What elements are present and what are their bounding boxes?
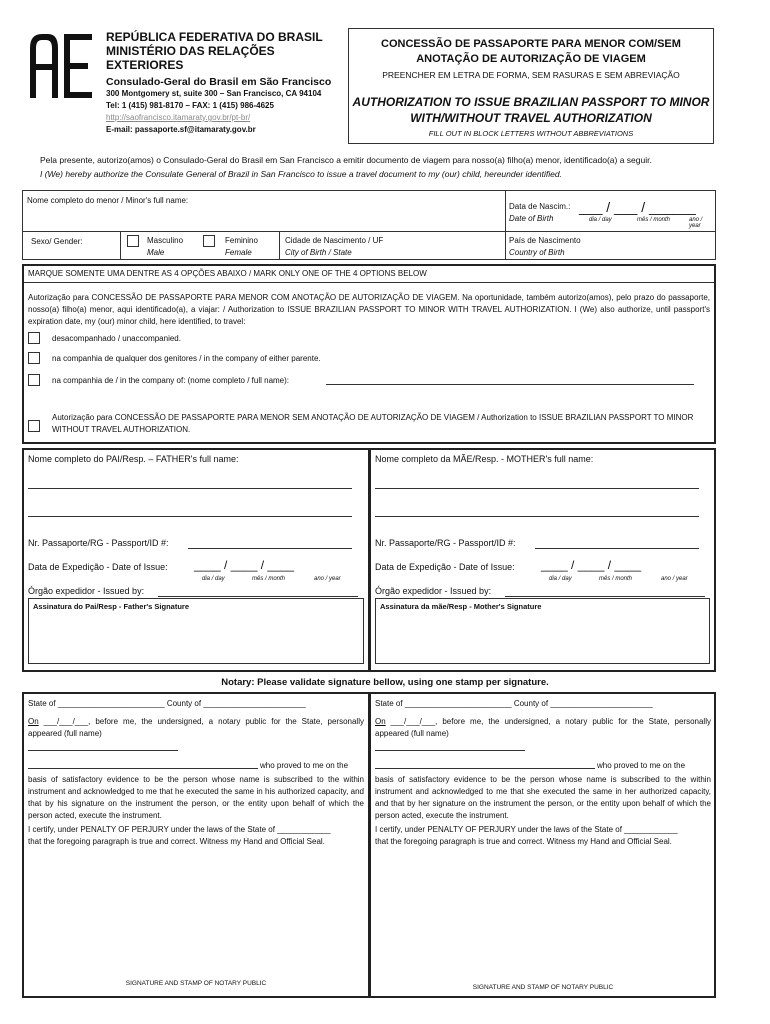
notary-certify-state-field[interactable]: ____________ [277, 825, 331, 834]
mother-passport-label: Nr. Passaporte/RG - Passport/ID #: [375, 538, 516, 548]
notary-body-father: basis of satisfactory evidence to be the person whose name is subscribed to the within instrument and acknowledged to me that he executed the same in his authorized capacity, and that by his signature on the instrument the person, or the entity upon behalf of which the person acted, execute the instrument. [28, 775, 364, 820]
notary-heading: Notary: Please validate signature bellow, using one stamp per signature. [221, 677, 549, 688]
minor-name-field[interactable] [23, 191, 505, 231]
notary-stamp-label: SIGNATURE AND STAMP OF NOTARY PUBLIC [125, 980, 267, 987]
birth-country-label: País de Nascimento [509, 236, 581, 245]
father-passport-label: Nr. Passaporte/RG - Passport/ID #: [28, 538, 169, 548]
month-hint: mês / month [599, 576, 633, 582]
mother-passport-field[interactable] [535, 548, 699, 549]
mother-issued-by-label: Órgão expedidor - Issued by: [375, 586, 492, 596]
either-parent-label: na companhia de qualquer dos genitores / in the company of either parente. [52, 354, 321, 363]
company-of-label: na companhia de / in the company of: (nome completo / full name): [52, 376, 290, 385]
notary-who-proved: who proved to me on the [260, 761, 349, 770]
notary-appeared-name-field-2[interactable] [375, 768, 595, 769]
father-issued-by-field[interactable] [158, 596, 358, 597]
options-heading: MARQUE SOMENTE UMA DENTRE AS 4 OPÇÕES ABAIXO / MARK ONLY ONE OF THE 4 OPTIONS BELOW [28, 269, 427, 278]
notary-who-proved: who proved to me on the [597, 761, 686, 770]
notary-appeared-name-field[interactable] [375, 750, 525, 751]
father-name-field-1[interactable] [28, 488, 352, 489]
year-hint: ano / year [314, 576, 341, 582]
mother-issue-date-field[interactable]: ____ / ____ / ____ [541, 558, 642, 572]
notary-state-field[interactable]: ________________________ [404, 699, 512, 708]
day-hint: dia / day [589, 217, 612, 223]
consulate-website-link[interactable]: http://saofrancisco.itamaraty.gov.br/pt-br/ [106, 113, 251, 122]
consulate-logo [28, 30, 94, 100]
notary-on-label: On [28, 717, 39, 726]
mother-signature-box[interactable] [375, 598, 710, 664]
divider [23, 231, 715, 232]
company-of-name-field[interactable] [326, 384, 694, 385]
father-name-field-2[interactable] [28, 516, 352, 517]
father-signature-box[interactable] [28, 598, 364, 664]
gender-label: Sexo/ Gender: [31, 237, 83, 246]
male-label-en: Male [147, 248, 165, 257]
mother-issue-date-label: Data de Expedição - Date of Issue: [375, 562, 515, 572]
notary-on-label: On [375, 717, 386, 726]
mother-name-field-1[interactable] [375, 488, 699, 489]
mother-name-label: Nome completo da MÃE/Resp. - MOTHER's full name: [375, 454, 594, 464]
without-authorization-text: Autorização para CONCESSÃO DE PASSAPORTE PARA MENOR SEM ANOTAÇÃO DE AUTORIZAÇÃO DE VIAGEM / Authorization to ISSUE BRAZILIAN PASSPORT TO MINOR WITHOUT TRAVEL AUTHORIZATION. [52, 413, 694, 434]
father-passport-field[interactable] [188, 548, 352, 549]
consulate-header [106, 30, 346, 136]
either-parent-checkbox[interactable] [28, 352, 40, 364]
day-hint: dia / day [549, 576, 572, 582]
notary-father-section [22, 692, 370, 998]
month-hint: mês / month [637, 217, 671, 223]
minor-name-label: Nome completo do menor / Minor's full name: [27, 196, 189, 205]
consulate-address: 300 Montgomery st, suite 300 – San Francisco, CA 94104 [106, 89, 322, 98]
father-issue-date-field[interactable]: ____ / ____ / ____ [194, 558, 295, 572]
birth-city-label-en: City of Birth / State [285, 248, 352, 257]
country-name: REPÚBLICA FEDERATIVA DO BRASIL [106, 30, 323, 44]
intro-pt: Pela presente, autorizo(amos) o Consulado-Geral do Brasil em San Francisco a emitir documento de viagem para nosso(a) filho(a) menor, identificado(a) a seguir. [40, 155, 652, 165]
birth-date-label: Data de Nascim.: [509, 202, 571, 211]
divider [279, 231, 280, 259]
consulate-name: Consulado-Geral do Brasil em São Francisco [106, 76, 332, 88]
consulate-email: E-mail: passaporte.sf@itamaraty.gov.br [106, 125, 256, 134]
notary-foregoing-text: that the foregoing paragraph is true and correct. Witness my Hand and Official Seal. [28, 837, 325, 846]
notary-state-label: State of [28, 699, 56, 708]
notary-county-field[interactable]: _______________________ [203, 699, 306, 708]
notary-county-field[interactable]: _______________________ [550, 699, 653, 708]
instructions-pt: PREENCHER EM LETRA DE FORMA, SEM RASURAS E SEM ABREVIAÇÃO [382, 70, 680, 80]
notary-certify-text: I certify, under PENALTY OF PERJURY under the laws of the State of [28, 825, 275, 834]
birth-country-label-en: Country of Birth [509, 248, 565, 257]
notary-certify-state-field[interactable]: ____________ [624, 825, 678, 834]
mother-name-field-2[interactable] [375, 516, 699, 517]
form-title-box [348, 28, 714, 144]
birth-date-label-en: Date of Birth [509, 214, 554, 223]
intro-text [40, 153, 740, 181]
notary-date-field[interactable]: ___/___/___ [390, 717, 436, 726]
birth-city-label: Cidade de Nascimento / UF [285, 236, 384, 245]
mother-section [369, 448, 716, 672]
notary-date-field[interactable]: ___/___/___ [43, 717, 89, 726]
gender-label-cell [23, 231, 121, 259]
notary-stamp-label: SIGNATURE AND STAMP OF NOTARY PUBLIC [472, 984, 614, 991]
notary-foregoing-text: that the foregoing paragraph is true and correct. Witness my Hand and Official Seal. [375, 837, 672, 846]
father-section [22, 448, 370, 672]
divider [505, 191, 506, 259]
mother-signature-label: Assinatura da mãe/Resp - Mother's Signature [380, 602, 542, 611]
notary-body-mother: basis of satisfactory evidence to be the person whose name is subscribed to the within instrument and acknowledged to me that she executed the same in her authorized capacity, and that by her signature on the instrument the person, or the entity upon behalf of which the person acted, execute the instrument. [375, 775, 711, 820]
male-label: Masculino [147, 236, 184, 245]
notary-certify-text: I certify, under PENALTY OF PERJURY under the laws of the State of [375, 825, 622, 834]
father-name-label: Nome completo do PAI/Resp. – FATHER's full name: [28, 454, 239, 464]
company-of-checkbox[interactable] [28, 374, 40, 386]
notary-appeared-name-field[interactable] [28, 750, 178, 751]
instructions-en: FILL OUT IN BLOCK LETTERS WITHOUT ABBREVIATIONS [428, 129, 634, 138]
mother-issued-by-field[interactable] [505, 596, 705, 597]
month-hint: mês / month [252, 576, 286, 582]
consulate-phone: Tel: 1 (415) 981-8170 – FAX: 1 (415) 986-4625 [106, 101, 274, 110]
minor-info-section [22, 190, 716, 260]
ministry-name: MINISTÉRIO DAS RELAÇÕES EXTERIORES [106, 44, 275, 72]
divider [24, 282, 714, 283]
without-authorization-checkbox[interactable] [28, 420, 40, 432]
birth-date-field[interactable]: ___ / ___ / ______ [579, 199, 696, 215]
year-hint: ano / year [661, 576, 688, 582]
father-signature-label: Assinatura do Pai/Resp - Father's Signature [33, 602, 189, 611]
title-pt: CONCESSÃO DE PASSAPORTE PARA MENOR COM/SEM ANOTAÇÃO DE AUTORIZAÇÃO DE VIAGEM [381, 38, 681, 65]
notary-county-label: County of [513, 699, 549, 708]
day-hint: dia / day [202, 576, 225, 582]
notary-mother-section [369, 692, 716, 998]
notary-before-me-text: , before me, the undersigned, a notary public for the State, personally appeared (full name) [28, 717, 364, 738]
male-checkbox[interactable] [127, 235, 139, 247]
notary-state-field[interactable]: ________________________ [57, 699, 165, 708]
title-en: AUTHORIZATION TO ISSUE BRAZILIAN PASSPORT TO MINOR WITH/WITHOUT TRAVEL AUTHORIZATION [352, 95, 710, 125]
with-authorization-text: Autorização para CONCESSÃO DE PASSAPORTE PARA MENOR COM ANOTAÇÃO DE AUTORIZAÇÃO DE VIAGEM. Na oportunidade, também autorizo(amos), pelo prazo do passaporte, nosso(a) filho(a) menor, aqui identificado(a), a viajar: / Authorization to ISSUE BRAZILIAN PASSPORT TO MINOR WITH TRAVEL AUTHORIZATION. I (We) also authorize, until passport's expiration date, my (our) minor child, here identified, to travel: [28, 293, 710, 326]
unaccompanied-checkbox[interactable] [28, 332, 40, 344]
notary-appeared-name-field-2[interactable] [28, 768, 258, 769]
father-issued-by-label: Órgão expedidor - Issued by: [28, 586, 145, 596]
intro-en: I (We) hereby authorize the Consulate General of Brazil in San Francisco to issue a travel document to my (our) child, hereunder identified. [40, 169, 562, 179]
travel-options-section [22, 264, 716, 444]
female-label-en: Female [225, 248, 252, 257]
unaccompanied-label: desacompanhado / unaccompanied. [52, 334, 181, 343]
notary-before-me-text: , before me, the undersigned, a notary public for the State, personally appeared (full name) [375, 717, 711, 738]
father-issue-date-label: Data de Expedição - Date of Issue: [28, 562, 168, 572]
female-checkbox[interactable] [203, 235, 215, 247]
notary-county-label: County of [166, 699, 202, 708]
year-hint: ano / year [689, 217, 703, 229]
female-label: Feminino [225, 236, 258, 245]
notary-state-label: State of [375, 699, 403, 708]
